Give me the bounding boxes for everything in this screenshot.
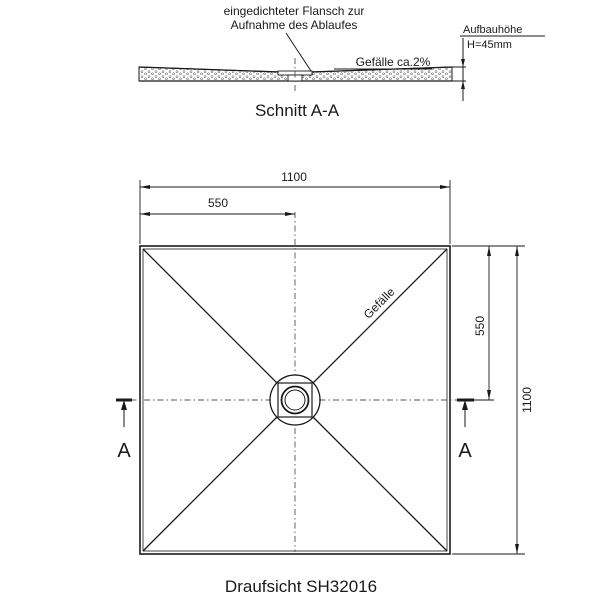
section-slope-label: Gefälle ca.2% <box>355 55 431 69</box>
width-dimension: 1100 <box>281 170 307 184</box>
plan-slope-label: Gefälle <box>360 284 398 322</box>
section-cut-marker-left <box>116 400 132 462</box>
plan-title: Draufsicht SH32016 <box>224 577 378 596</box>
cut-label-left: A <box>117 440 131 462</box>
plan-view <box>116 170 534 596</box>
section-cut-marker-right <box>457 400 474 462</box>
half-height-dimension: 550 <box>473 315 487 337</box>
half-width-dimension: 550 <box>207 196 229 210</box>
flange-note-line2: Aufnahme des Ablaufes <box>230 18 358 32</box>
height-dimension: 1100 <box>520 387 534 413</box>
height-title: Aufbauhöhe <box>463 24 523 36</box>
cut-label-right: A <box>458 440 472 462</box>
drain-flange <box>278 383 312 417</box>
flange-leader <box>286 33 311 71</box>
flange-note-line1: eingedichteter Flansch zur <box>223 4 365 18</box>
height-value: H=45mm <box>467 39 512 51</box>
section-view <box>139 4 545 120</box>
section-title: Schnitt A-A <box>254 101 340 120</box>
